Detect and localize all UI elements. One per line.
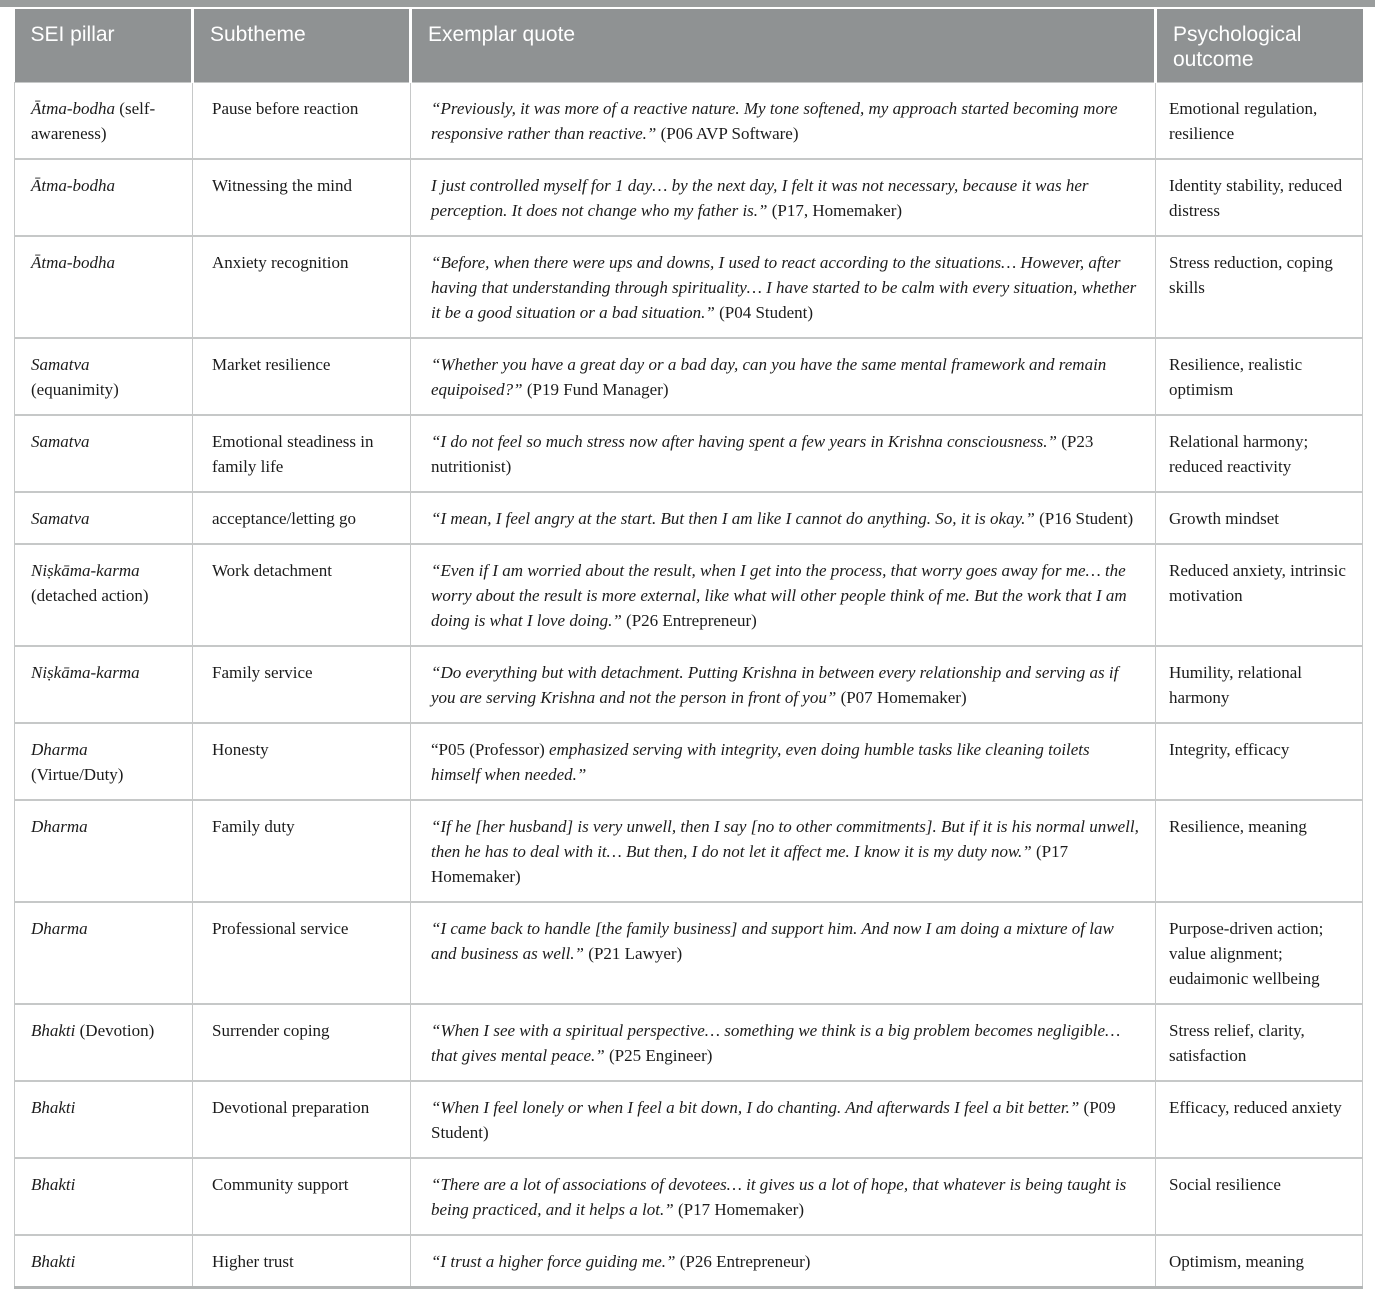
table-row	[15, 1235, 1363, 1288]
outcome-cell: Social resilience	[1156, 1158, 1363, 1235]
quote-text: “There are a lot of associations of devotees… it gives us a lot of hope, that whatever is being taught is being practiced, and it helps a lot.”	[431, 1175, 1127, 1219]
quote-text: “Do everything but with detachment. Putting Krishna in between every relationship and serving as if you are serving Krishna and not the person in front of you”	[431, 663, 1119, 707]
pillar-cell	[15, 723, 193, 800]
outcome-cell: Resilience, meaning	[1156, 800, 1363, 902]
table-row	[15, 544, 1363, 646]
outcome-cell: Integrity, efficacy	[1156, 723, 1363, 800]
pillar-cell	[15, 1004, 193, 1081]
quote-text: “I do not feel so much stress now after having spent a few years in Krishna consciousness.”	[431, 432, 1057, 451]
table-row	[15, 1004, 1363, 1081]
subtheme-cell: Family duty	[193, 800, 411, 902]
quote-cell	[411, 902, 1156, 1004]
pillar-name: Ātma-bodha	[31, 176, 116, 195]
quote-attribution: (P23 nutritionist)	[431, 432, 1094, 476]
quote-text: “I mean, I feel angry at the start. But then I am like I cannot do anything. So, it is okay.”	[431, 509, 1035, 528]
outcome-cell: Optimism, meaning	[1156, 1235, 1363, 1288]
outcome-cell: Efficacy, reduced anxiety	[1156, 1081, 1363, 1158]
sei-pillar-table	[14, 9, 1363, 1289]
header-row	[15, 9, 1363, 83]
quote-attribution: (P17 Homemaker)	[673, 1200, 805, 1219]
pillar-name: Niṣkāma-karma	[31, 663, 140, 682]
quote-cell	[411, 236, 1156, 338]
column-header-psychological-outcome: Psychological outcome	[1156, 9, 1363, 83]
pillar-cell	[15, 902, 193, 1004]
table-row	[15, 159, 1363, 236]
outcome-cell: Growth mindset	[1156, 492, 1363, 544]
pillar-cell	[15, 1235, 193, 1288]
pillar-cell	[15, 83, 193, 160]
table-row	[15, 902, 1363, 1004]
quote-attribution: (P16 Student)	[1034, 509, 1134, 528]
outcome-cell: Stress reduction, coping skills	[1156, 236, 1363, 338]
column-header-sei-pillar: SEI pillar	[15, 9, 193, 83]
quote-text: “When I feel lonely or when I feel a bit down, I do chanting. And afterwards I feel a bit better.”	[431, 1098, 1080, 1117]
pillar-cell	[15, 159, 193, 236]
pillar-name: Bhakti	[31, 1021, 76, 1040]
subtheme-cell: Honesty	[193, 723, 411, 800]
quote-cell	[411, 492, 1156, 544]
subtheme-cell: Pause before reaction	[193, 83, 411, 160]
pillar-note: (equanimity)	[31, 380, 119, 399]
quote-cell	[411, 415, 1156, 492]
pillar-cell	[15, 415, 193, 492]
quote-attribution: (P21 Lawyer)	[584, 944, 683, 963]
column-header-subtheme: Subtheme	[193, 9, 411, 83]
pillar-name: Ātma-bodha	[31, 253, 116, 272]
quote-attribution: (P17, Homemaker)	[767, 201, 903, 220]
pillar-note: (self-awareness)	[31, 99, 156, 143]
quote-cell	[411, 159, 1156, 236]
subtheme-cell: Market resilience	[193, 338, 411, 415]
quote-cell	[411, 83, 1156, 160]
outcome-cell: Identity stability, reduced distress	[1156, 159, 1363, 236]
table-row	[15, 1081, 1363, 1158]
quote-cell	[411, 338, 1156, 415]
pillar-name: Dharma	[31, 740, 88, 759]
subtheme-cell: Professional service	[193, 902, 411, 1004]
outcome-cell: Relational harmony; reduced reactivity	[1156, 415, 1363, 492]
quote-attribution: (P06 AVP Software)	[656, 124, 799, 143]
subtheme-cell: Work detachment	[193, 544, 411, 646]
subtheme-cell: Community support	[193, 1158, 411, 1235]
quote-text: “When I see with a spiritual perspective… something we think is a big problem becomes negligible… that gives mental peace.”	[431, 1021, 1121, 1065]
quote-text: “Even if I am worried about the result, when I get into the process, that worry goes away for me… the worry about the result is more external, like what will other people think of me. But the work that I am doing is what I love doing.”	[431, 561, 1127, 630]
pillar-cell	[15, 338, 193, 415]
pillar-name: Ātma-bodha	[31, 99, 116, 118]
pillar-cell	[15, 800, 193, 902]
quote-attribution: (P19 Fund Manager)	[522, 380, 669, 399]
quote-text: emphasized serving with integrity, even doing humble tasks like cleaning toilets himself when needed.”	[431, 740, 1090, 784]
pillar-cell	[15, 544, 193, 646]
outcome-cell: Emotional regulation, resilience	[1156, 83, 1363, 160]
quote-text: “Before, when there were ups and downs, I used to react according to the situations… However, after having that understanding through spirituality… I have started to be calm with every situation, whether it be a good situation or a bad situation.”	[431, 253, 1137, 322]
pillar-name: Niṣkāma-karma	[31, 561, 140, 580]
quote-text: I just controlled myself for 1 day… by the next day, I felt it was not necessary, because it was her perception. It does not change who my father is.”	[431, 176, 1089, 220]
table-row	[15, 415, 1363, 492]
quote-text: “I trust a higher force guiding me.”	[431, 1252, 676, 1271]
quote-cell	[411, 1004, 1156, 1081]
quote-attribution: (P04 Student)	[714, 303, 814, 322]
table-container	[14, 9, 1362, 1289]
quote-text: “I came back to handle [the family business] and support him. And now I am doing a mixture of law and business as well.”	[431, 919, 1114, 963]
subtheme-cell: Family service	[193, 646, 411, 723]
table-row	[15, 83, 1363, 160]
outcome-cell: Purpose-driven action; value alignment; eudaimonic wellbeing	[1156, 902, 1363, 1004]
table-header	[15, 9, 1363, 83]
column-header-exemplar-quote: Exemplar quote	[411, 9, 1156, 83]
pillar-note: (Devotion)	[75, 1021, 155, 1040]
quote-cell	[411, 723, 1156, 800]
subtheme-cell: Higher trust	[193, 1235, 411, 1288]
outcome-cell: Stress relief, clarity, satisfaction	[1156, 1004, 1363, 1081]
table-row	[15, 338, 1363, 415]
table-row	[15, 723, 1363, 800]
quote-attribution: (P07 Homemaker)	[836, 688, 967, 707]
pillar-note: (detached action)	[31, 586, 149, 605]
subtheme-cell: Surrender coping	[193, 1004, 411, 1081]
quote-attribution: (P26 Entrepreneur)	[675, 1252, 811, 1271]
table-row	[15, 646, 1363, 723]
pillar-note: (Virtue/Duty)	[31, 765, 124, 784]
quote-attribution: (P25 Engineer)	[604, 1046, 713, 1065]
quote-attribution: (P09 Student)	[431, 1098, 1116, 1142]
pillar-name: Bhakti	[31, 1252, 76, 1271]
quote-text: “Previously, it was more of a reactive nature. My tone softened, my approach started becoming more responsive rather than reactive.”	[431, 99, 1118, 143]
quote-attribution: (P26 Entrepreneur)	[621, 611, 757, 630]
quote-cell	[411, 1081, 1156, 1158]
subtheme-cell: acceptance/letting go	[193, 492, 411, 544]
pillar-cell	[15, 646, 193, 723]
subtheme-cell: Anxiety recognition	[193, 236, 411, 338]
pillar-name: Samatva	[31, 355, 90, 374]
quote-cell	[411, 544, 1156, 646]
outcome-cell: Resilience, realistic optimism	[1156, 338, 1363, 415]
outcome-cell: Reduced anxiety, intrinsic motivation	[1156, 544, 1363, 646]
table-top-rule	[0, 0, 1375, 7]
quote-cell	[411, 800, 1156, 902]
table-row	[15, 800, 1363, 902]
table-body	[15, 83, 1363, 1288]
subtheme-cell: Devotional preparation	[193, 1081, 411, 1158]
quote-cell	[411, 1235, 1156, 1288]
pillar-cell	[15, 1081, 193, 1158]
pillar-name: Bhakti	[31, 1098, 76, 1117]
pillar-name: Dharma	[31, 817, 88, 836]
quote-attribution: “P05 (Professor)	[431, 740, 550, 759]
subtheme-cell: Witnessing the mind	[193, 159, 411, 236]
quote-cell	[411, 646, 1156, 723]
pillar-name: Samatva	[31, 509, 90, 528]
pillar-name: Samatva	[31, 432, 90, 451]
pillar-name: Bhakti	[31, 1175, 76, 1194]
pillar-cell	[15, 492, 193, 544]
table-row	[15, 236, 1363, 338]
quote-text: “Whether you have a great day or a bad day, can you have the same mental framework and remain equipoised?”	[431, 355, 1107, 399]
outcome-cell: Humility, relational harmony	[1156, 646, 1363, 723]
table-row	[15, 492, 1363, 544]
quote-text: “If he [her husband] is very unwell, then I say [no to other commitments]. But if it is his normal unwell, then he has to deal with it… But then, I do not let it affect me. I know it is my duty now.”	[431, 817, 1139, 861]
subtheme-cell: Emotional steadiness in family life	[193, 415, 411, 492]
quote-attribution: (P17 Homemaker)	[431, 842, 1069, 886]
pillar-name: Dharma	[31, 919, 88, 938]
pillar-cell	[15, 236, 193, 338]
